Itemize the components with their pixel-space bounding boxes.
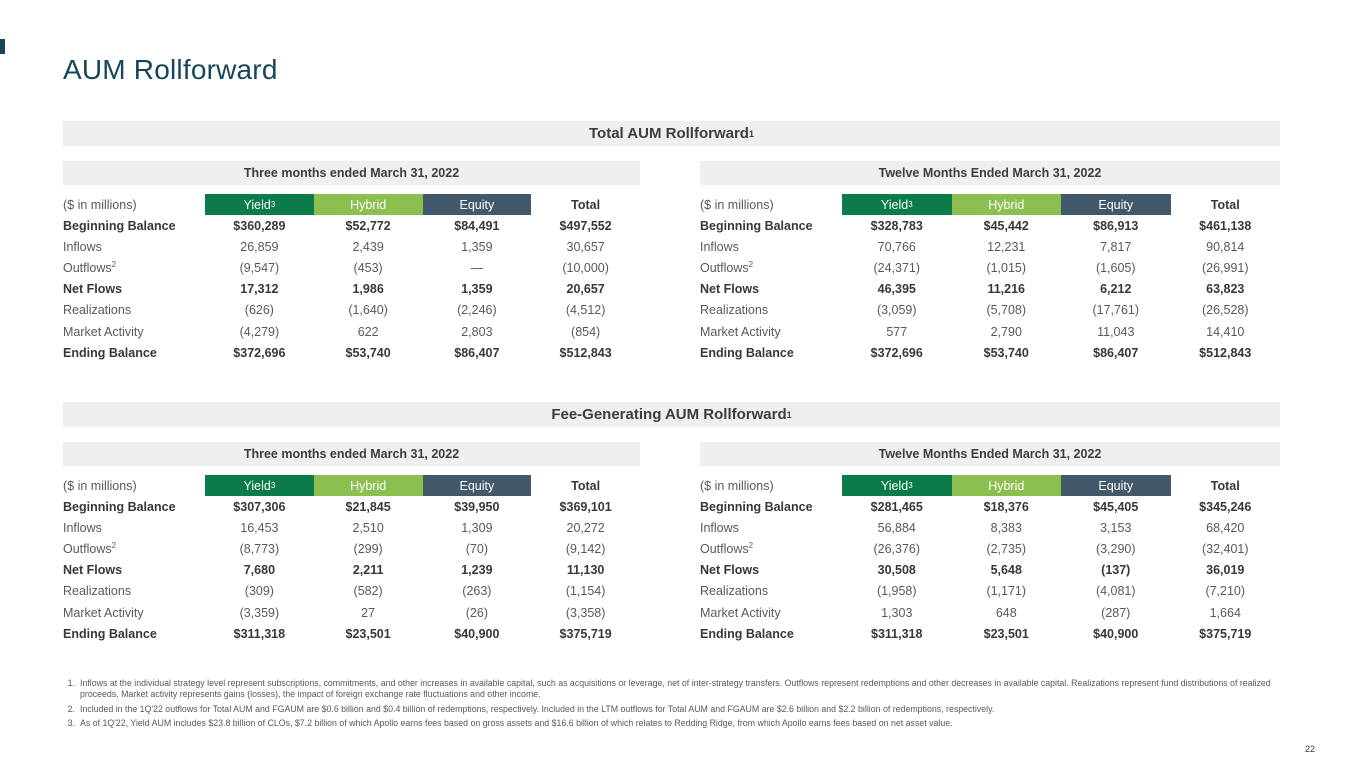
section-heading-text: Total AUM Rollforward [588, 125, 749, 142]
footnote-1 [63, 678, 1281, 700]
cell-value: (70) [465, 541, 488, 556]
column-header-hybrid: Hybrid [314, 194, 423, 215]
period-label: Twelve Months Ended March 31, 2022 [878, 447, 1102, 461]
cell-value: (26,991) [1201, 260, 1249, 275]
cell-value: 12,231 [987, 239, 1026, 254]
footnote-number: 3. [67, 718, 75, 728]
table-row [63, 602, 640, 623]
cell-value: (1,154) [565, 584, 606, 599]
column-header-yield: Yield 3 [205, 194, 314, 215]
cell-value: (453) [353, 260, 383, 275]
table-row [63, 517, 640, 538]
cell-value: (137) [1101, 563, 1131, 578]
cell-value: (299) [353, 541, 383, 556]
cell-value: 7,817 [1100, 239, 1132, 254]
period-label: Twelve Months Ended March 31, 2022 [878, 166, 1102, 180]
table-row [63, 257, 640, 278]
column-header-yield: Yield 3 [842, 475, 952, 496]
cell-value: 63,823 [1206, 282, 1245, 297]
cell-value: $52,772 [345, 218, 391, 233]
table-row [63, 215, 640, 236]
cell-value: 6,212 [1100, 282, 1132, 297]
table-row [700, 257, 1280, 278]
footnote-2 [63, 704, 1281, 715]
row-label: Beginning Balance [700, 218, 813, 233]
row-label: Outflows$^2$ [63, 540, 117, 556]
cell-value: 8,383 [990, 520, 1022, 535]
cell-value: $311,318 [233, 626, 286, 641]
section-heading-text: Fee-Generating AUM Rollforward [551, 406, 787, 423]
row-label: Market Activity [63, 605, 144, 620]
column-header-hybrid: Hybrid [314, 475, 423, 496]
column-header-equity: Equity [423, 475, 532, 496]
cell-value: 648 [995, 605, 1017, 620]
cell-value: $18,376 [983, 499, 1029, 514]
row-label: Outflows$^2$ [63, 259, 117, 275]
cell-value: (3,059) [876, 303, 917, 318]
cell-value: 11,216 [987, 282, 1026, 297]
table-row [63, 300, 640, 321]
cell-value: 2,510 [352, 520, 384, 535]
cell-value: $39,950 [454, 499, 500, 514]
cell-value: $53,740 [345, 345, 391, 360]
cell-value: $45,405 [1093, 499, 1139, 514]
cell-value: $512,843 [559, 345, 612, 360]
cell-value: 1,309 [461, 520, 493, 535]
cell-value: (26,376) [873, 541, 921, 556]
row-label: Net Flows [700, 282, 760, 297]
cell-value: 20,657 [566, 282, 605, 297]
footnote-3 [63, 718, 1281, 729]
cell-value: (9,547) [239, 260, 280, 275]
cell-value: (4,279) [239, 324, 280, 339]
table-header-row [63, 475, 640, 496]
cell-value: (8,773) [239, 541, 280, 556]
table-total-aum-12mo [700, 161, 1280, 363]
cell-value: (9,142) [565, 541, 606, 556]
cell-value: (26,528) [1201, 303, 1249, 318]
cell-value: 68,420 [1206, 520, 1245, 535]
row-label: Beginning Balance [63, 218, 176, 233]
table-total-aum-3mo [63, 161, 640, 363]
cell-value: 1,303 [881, 605, 913, 620]
row-label: Inflows [700, 520, 739, 535]
row-label: Realizations [63, 584, 132, 599]
row-label: Net Flows [63, 282, 123, 297]
cell-value: (24,371) [873, 260, 921, 275]
cell-value: (7,210) [1205, 584, 1246, 599]
column-header-yield: Yield 3 [205, 475, 314, 496]
cell-value: 2,439 [352, 239, 384, 254]
table-row [63, 581, 640, 602]
table-row [700, 321, 1280, 342]
table-row [700, 581, 1280, 602]
cell-value: (582) [353, 584, 383, 599]
cell-value: 1,359 [461, 282, 493, 297]
page-number: 22 [1304, 744, 1315, 754]
cell-value: (32,401) [1201, 541, 1249, 556]
cell-value: (17,761) [1092, 303, 1140, 318]
row-label: Market Activity [700, 605, 781, 620]
column-header-total: Total [571, 197, 601, 212]
row-label: Beginning Balance [700, 499, 813, 514]
footnotes [63, 678, 1281, 733]
row-label: Realizations [700, 584, 769, 599]
cell-value: $45,442 [983, 218, 1029, 233]
cell-value: $360,289 [233, 218, 286, 233]
cell-value: (309) [244, 584, 274, 599]
cell-value: 3,153 [1100, 520, 1132, 535]
row-label: Net Flows [63, 563, 123, 578]
cell-value: $375,719 [559, 626, 612, 641]
cell-value: (2,735) [986, 541, 1027, 556]
footnote-text: Inflows at the individual strategy level represent subscriptions, commitments, and other increases in available capital, such as acquisitions or leverage, net of inter-strategy transfers. Outflows represent redemptions and other decreases in available capital. Realizations represent fund distributions of realized proceeds. Market activity represents gains (losses), the impact of foreign exchange rate fluctuations and other income. [80, 678, 1271, 699]
column-header-total: Total [1210, 197, 1240, 212]
cell-value: (4,512) [565, 303, 606, 318]
cell-value: 2,790 [990, 324, 1022, 339]
cell-value: 2,803 [461, 324, 493, 339]
cell-value: (1,171) [986, 584, 1027, 599]
cell-value: (1,958) [876, 584, 917, 599]
period-header [63, 442, 640, 466]
cell-value: (3,359) [239, 605, 280, 620]
table-row [700, 560, 1280, 581]
cell-value: $86,407 [1093, 345, 1139, 360]
cell-value: 11,043 [1097, 324, 1135, 339]
unit-label: ($ in millions) [700, 478, 774, 493]
cell-value: (1,640) [348, 303, 388, 318]
column-header-total: Total [1210, 478, 1240, 493]
column-header-equity: Equity [1061, 194, 1171, 215]
table-row [63, 496, 640, 517]
cell-value: 1,359 [461, 239, 493, 254]
period-header [63, 161, 640, 185]
cell-value: 622 [357, 324, 379, 339]
cell-value: 1,664 [1209, 605, 1241, 620]
cell-value: $512,843 [1199, 345, 1252, 360]
cell-value: (287) [1101, 605, 1131, 620]
row-label: Market Activity [63, 324, 144, 339]
table-row [700, 602, 1280, 623]
cell-value: $307,306 [233, 499, 286, 514]
table-row [63, 236, 640, 257]
row-label: Ending Balance [63, 345, 157, 360]
column-header-total: Total [571, 478, 601, 493]
row-label: Beginning Balance [63, 499, 176, 514]
cell-value: $86,407 [454, 345, 500, 360]
section-heading-total-aum: Total AUM Rollforward 1 [63, 121, 1280, 146]
row-label: Outflows$^2$ [700, 540, 754, 556]
page-title: AUM Rollforward [63, 54, 278, 85]
cell-value: $53,740 [983, 345, 1029, 360]
unit-label: ($ in millions) [63, 197, 137, 212]
column-header-hybrid: Hybrid [952, 194, 1062, 215]
cell-value: $84,491 [454, 218, 500, 233]
cell-value: $375,719 [1199, 626, 1252, 641]
row-label: Inflows [63, 520, 102, 535]
period-header [700, 442, 1280, 466]
footnote-number: 1. [67, 678, 75, 688]
cell-value: (854) [571, 324, 601, 339]
table-row [700, 279, 1280, 300]
cell-value: 7,680 [243, 563, 276, 578]
cell-value: — [470, 260, 484, 275]
section-heading-fee-generating-aum: Fee-Generating AUM Rollforward 1 [63, 402, 1280, 427]
cell-value: 14,410 [1206, 324, 1245, 339]
cell-value: (626) [244, 303, 274, 318]
row-label: Inflows [700, 239, 739, 254]
period-header [700, 161, 1280, 185]
footnote-text: As of 1Q'22, Yield AUM includes $23.8 billion of CLOs, $7.2 billion of which Apollo earns fees based on gross assets and $16.6 billion of which relates to Redding Ridge, from which Apollo earns fees based on net asset value. [80, 718, 953, 728]
table-row [63, 560, 640, 581]
row-label: Market Activity [700, 324, 781, 339]
cell-value: (3,290) [1095, 541, 1136, 556]
table-row [63, 279, 640, 300]
table-row [63, 342, 640, 363]
table-row [700, 342, 1280, 363]
table-header-row [63, 194, 640, 215]
table-row [700, 300, 1280, 321]
cell-value: $372,696 [870, 345, 923, 360]
cell-value: $40,900 [454, 626, 500, 641]
row-label: Outflows$^2$ [700, 259, 754, 275]
cell-value: 70,766 [877, 239, 916, 254]
cell-value: 27 [361, 605, 376, 620]
cell-value: (26) [465, 605, 488, 620]
table-fgaum-3mo [63, 442, 640, 644]
table-row [700, 215, 1280, 236]
footnote-number: 2. [67, 703, 75, 714]
cell-value: (5,708) [986, 303, 1027, 318]
cell-value: $345,246 [1199, 499, 1252, 514]
cell-value: 90,814 [1206, 239, 1245, 254]
cell-value: 20,272 [566, 520, 605, 535]
column-header-hybrid: Hybrid [952, 475, 1062, 496]
cell-value: $23,501 [983, 626, 1029, 641]
row-label: Net Flows [700, 563, 760, 578]
period-label: Three months ended March 31, 2022 [243, 166, 460, 180]
row-label: Realizations [700, 303, 769, 318]
cell-value: 11,130 [566, 563, 605, 578]
table-row [700, 538, 1280, 559]
cell-value: 5,648 [990, 563, 1022, 578]
footnote-text: Included in the 1Q'22 outflows for Total AUM and FGAUM are $0.6 billion and $0.4 billion of redemptions, respectively. Included in the LTM outflows for Total AUM and FGAUM are $2.6 billion and $2.2 billion of redemptions, respectively. [80, 703, 995, 714]
cell-value: 36,019 [1206, 563, 1245, 578]
cell-value: $328,783 [870, 218, 923, 233]
cell-value: 17,312 [240, 282, 279, 297]
column-header-equity: Equity [423, 194, 532, 215]
cell-value: 1,239 [461, 563, 493, 578]
cell-value: 46,395 [877, 282, 916, 297]
table-fgaum-12mo [700, 442, 1280, 644]
cell-value: 1,986 [352, 282, 384, 297]
cell-value: (2,246) [457, 303, 497, 318]
cell-value: $86,913 [1093, 218, 1139, 233]
row-label: Ending Balance [700, 626, 794, 641]
edge-logo-fragment [0, 39, 5, 54]
cell-value: $21,845 [345, 499, 391, 514]
unit-label: ($ in millions) [700, 197, 774, 212]
row-label: Ending Balance [63, 626, 157, 641]
cell-value: (263) [462, 584, 492, 599]
cell-value: 56,884 [877, 520, 916, 535]
cell-value: $372,696 [233, 345, 286, 360]
cell-value: (10,000) [562, 260, 609, 275]
row-label: Ending Balance [700, 345, 794, 360]
cell-value: 30,508 [877, 563, 916, 578]
row-label: Inflows [63, 239, 102, 254]
cell-value: (1,605) [1095, 260, 1136, 275]
cell-value: $311,318 [871, 626, 923, 641]
table-row [63, 623, 640, 644]
cell-value: 2,211 [352, 563, 384, 578]
period-label: Three months ended March 31, 2022 [243, 447, 460, 461]
cell-value: (3,358) [565, 605, 606, 620]
cell-value: 26,859 [240, 239, 279, 254]
column-header-yield: Yield 3 [842, 194, 952, 215]
cell-value: 16,453 [240, 520, 279, 535]
cell-value: $497,552 [559, 218, 612, 233]
column-header-equity: Equity [1061, 475, 1171, 496]
table-row [63, 538, 640, 559]
cell-value: 577 [886, 324, 908, 339]
row-label: Realizations [63, 303, 132, 318]
table-row [700, 236, 1280, 257]
cell-value: $281,465 [870, 499, 923, 514]
table-header-row [700, 194, 1280, 215]
cell-value: (4,081) [1095, 584, 1136, 599]
cell-value: 30,657 [566, 239, 605, 254]
table-row [63, 321, 640, 342]
cell-value: $23,501 [345, 626, 391, 641]
unit-label: ($ in millions) [63, 478, 137, 493]
table-row [700, 623, 1280, 644]
table-row [700, 517, 1280, 538]
cell-value: $369,101 [559, 499, 612, 514]
cell-value: $40,900 [1093, 626, 1139, 641]
cell-value: (1,015) [986, 260, 1027, 275]
table-row [700, 496, 1280, 517]
table-header-row [700, 475, 1280, 496]
cell-value: $461,138 [1199, 218, 1252, 233]
